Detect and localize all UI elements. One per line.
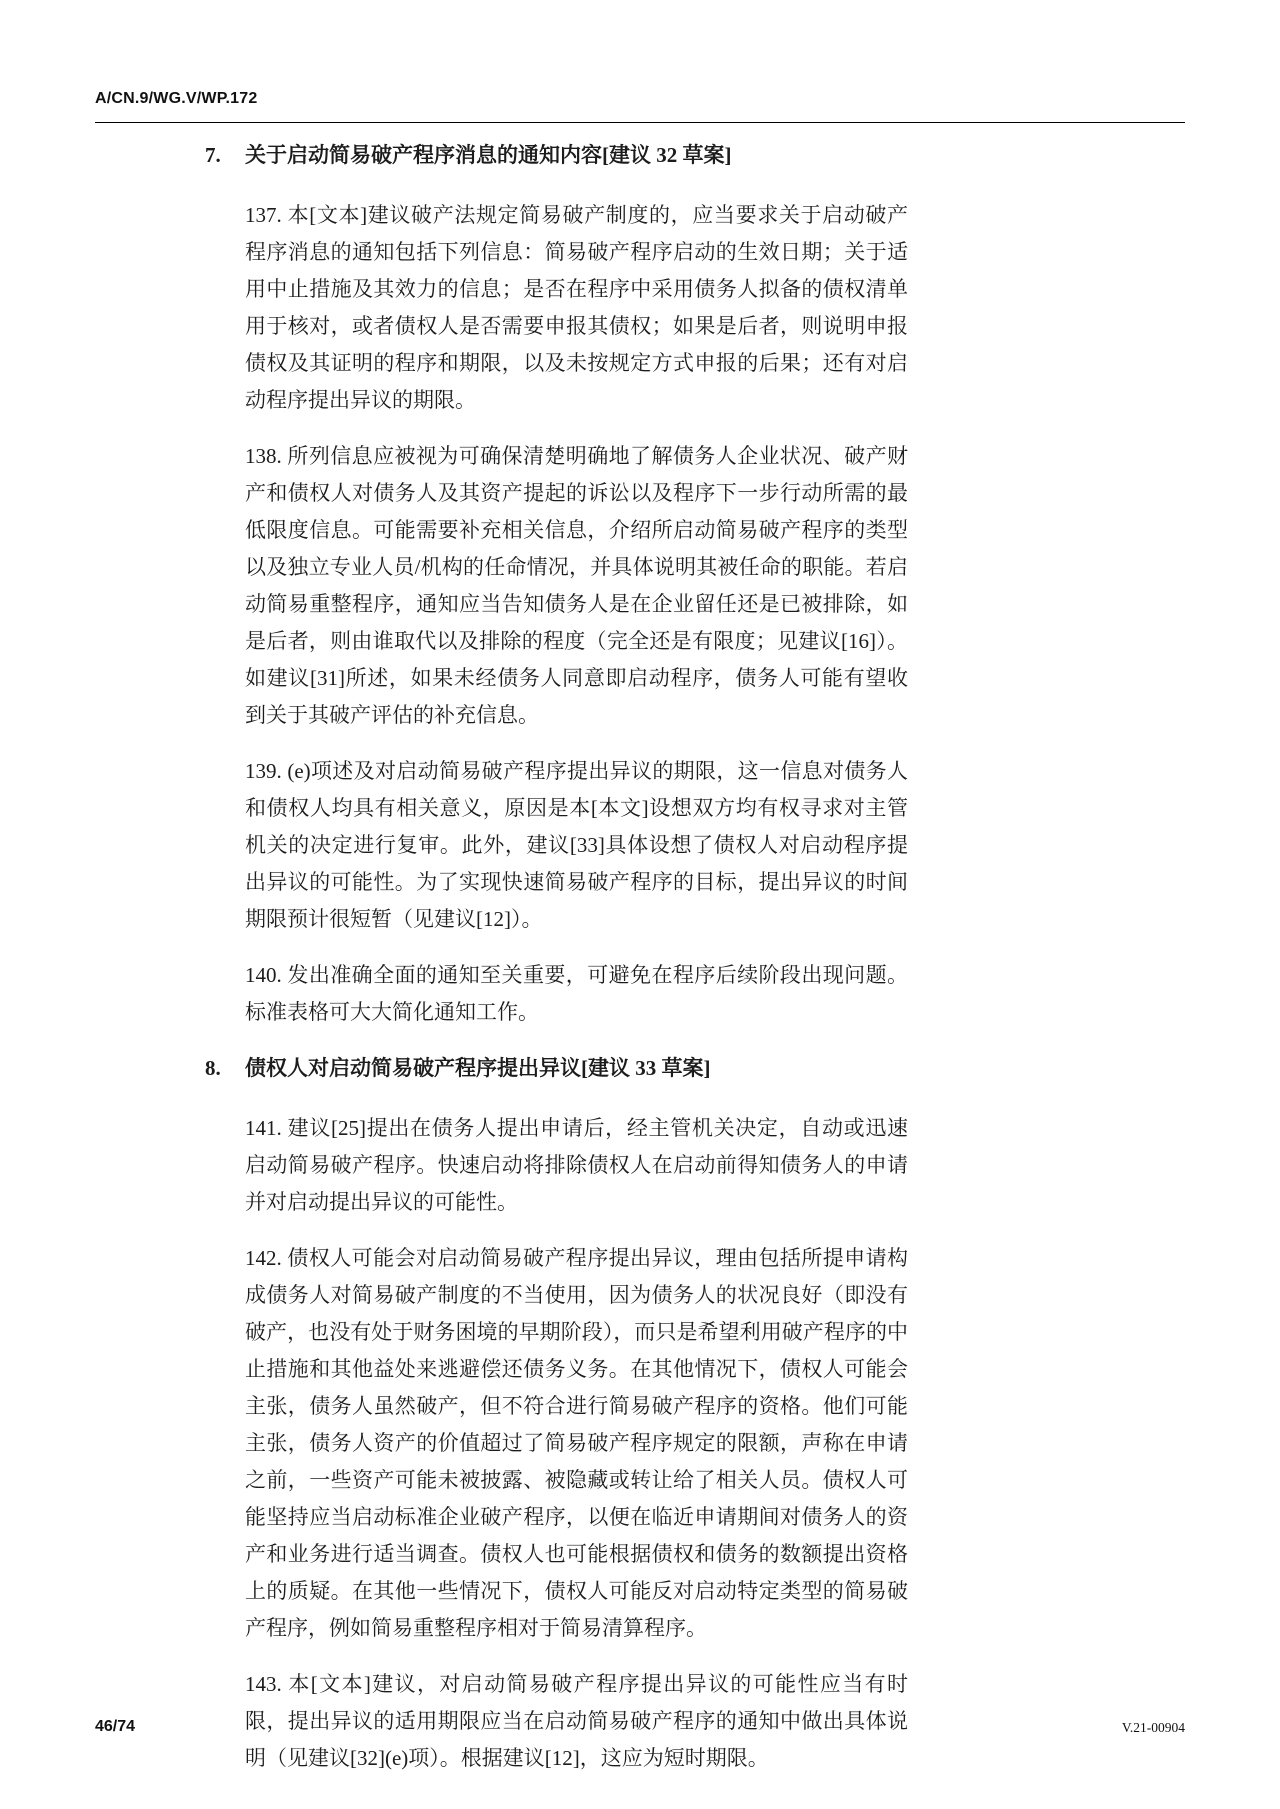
footer-page-number: 46/74 xyxy=(95,1718,136,1735)
paragraph-138: 138. 所列信息应被视为可确保清楚明确地了解债务人企业状况、破产财产和债权人对债务人及其资产提起的诉讼以及程序下一步行动所需的最低限度信息。可能需要补充相关信息，介绍所启动简易破产程序的类型以及独立专业人员/机构的任命情况，并具体说明其被任命的职能。若启动简易重整程序，通知应当告知债务人是在企业留任还是已被排除，如是后者，则由谁取代以及排除的程度（完全还是有限度；见建议[16]）。如建议[31]所述，如果未经债务人同意即启动程序，债务人可能有望收到关于其破产评估的补充信息。 xyxy=(245,444,908,727)
document-symbol: A/CN.9/WG.V/WP.172 xyxy=(95,90,258,107)
footer-doc-code: V.21-00904 xyxy=(1121,1720,1185,1735)
document-body xyxy=(205,140,908,1796)
paragraph-141: 141. 建议[25]提出在债务人提出申请后，经主管机关决定，自动或迅速启动简易破产程序。快速启动将排除债权人在启动前得知债务人的申请并对启动提出异议的可能性。 xyxy=(245,1116,908,1214)
paragraph-139: 139. (e)项述及对启动简易破产程序提出异议的期限，这一信息对债务人和债权人均具有相关意义，原因是本[本文]设想双方均有权寻求对主管机关的决定进行复审。此外，建议[33]具体设想了债权人对启动程序提出异议的可能性。为了实现快速简易破产程序的目标，提出异议的时间期限预计很短暂（见建议[12]）。 xyxy=(245,759,908,931)
section-number: 7. xyxy=(205,143,221,167)
section-title: 关于启动简易破产程序消息的通知内容[建议 32 草案] xyxy=(245,143,732,167)
section-number: 8. xyxy=(205,1056,221,1080)
paragraph-143: 143. 本[文本]建议，对启动简易破产程序提出异议的可能性应当有时限，提出异议的适用期限应当在启动简易破产程序的通知中做出具体说明（见建议[32](e)项）。根据建议[12]，这应为短时期限。 xyxy=(245,1672,908,1770)
header-rule xyxy=(95,122,1185,123)
section-title: 债权人对启动简易破产程序提出异议[建议 33 草案] xyxy=(245,1056,711,1080)
paragraph-142: 142. 债权人可能会对启动简易破产程序提出异议，理由包括所提申请构成债务人对简易破产制度的不当使用，因为债务人的状况良好（即没有破产，也没有处于财务困境的早期阶段），而只是希望利用破产程序的中止措施和其他益处来逃避偿还债务义务。在其他情况下，债权人可能会主张，债务人虽然破产，但不符合进行简易破产程序的资格。他们可能主张，债务人资产的价值超过了简易破产程序规定的限额，声称在申请之前，一些资产可能未被披露、被隐藏或转让给了相关人员。债权人可能坚持应当启动标准企业破产程序，以便在临近申请期间对债务人的资产和业务进行适当调查。债权人也可能根据债权和债务的数额提出资格上的质疑。在其他一些情况下，债权人可能反对启动特定类型的简易破产程序，例如简易重整程序相对于简易清算程序。 xyxy=(245,1246,908,1640)
section-7-heading xyxy=(205,140,908,170)
section-8-heading xyxy=(205,1053,908,1083)
paragraph-137: 137. 本[文本]建议破产法规定简易破产制度的，应当要求关于启动破产程序消息的通知包括下列信息：简易破产程序启动的生效日期；关于适用中止措施及其效力的信息；是否在程序中采用债务人拟备的债权清单用于核对，或者债权人是否需要申报其债权；如果是后者，则说明申报债权及其证明的程序和期限，以及未按规定方式申报的后果；还有对启动程序提出异议的期限。 xyxy=(245,203,908,412)
paragraph-140: 140. 发出准确全面的通知至关重要，可避免在程序后续阶段出现问题。标准表格可大大简化通知工作。 xyxy=(245,963,908,1024)
